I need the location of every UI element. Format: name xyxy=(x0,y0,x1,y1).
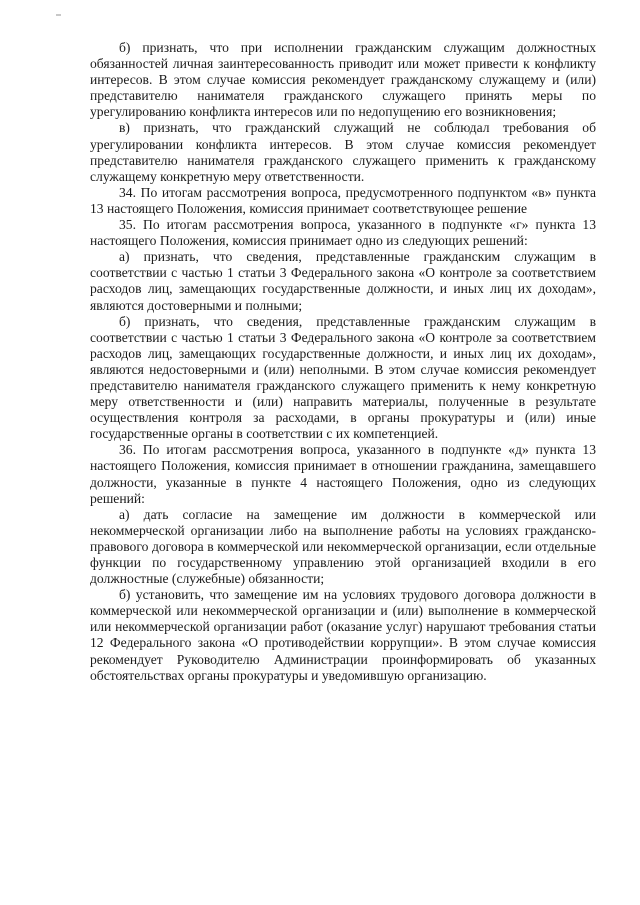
paragraph-35b: б) признать, что сведения, представленные гражданским служащим в соответствии с частью 1 статьи 3 Федерального закона «О контроле за соответствием расходов лиц, замещающих государственные должности, и иных лиц их доходам», являются недостоверными и (или) неполными. В этом случае комиссия рекомендует представителю нанимателя гражданского служащего применить к нему конкретную меру ответственности и (или) направить материалы, полученные в результате осуществления контроля за расходами, в органы прокуратуры и (или) иные государственные органы в соответствии с их компетенцией. xyxy=(90,313,596,442)
scan-mark xyxy=(56,14,61,16)
paragraph-35: 35. По итогам рассмотрения вопроса, указанного в подпункте «г» пункта 13 настоящего Положения, комиссия принимает одно из следующих решений: xyxy=(90,217,596,249)
paragraph-33c: в) признать, что гражданский служащий не соблюдал требования об урегулировании конфликта интересов. В этом случае комиссия рекомендует представителю нанимателя гражданского служащего применить к гражданскому служащему конкретную меру ответственности. xyxy=(90,120,596,184)
paragraph-33b: б) признать, что при исполнении гражданским служащим должностных обязанностей личная заинтересованность приводит или может привести к конфликту интересов. В этом случае комиссия рекомендует гражданскому служащему и (или) представителю нанимателя гражданского служащего принять меры по урегулированию конфликта интересов или по недопущению его возникновения; xyxy=(90,40,596,120)
paragraph-36a: а) дать согласие на замещение им должности в коммерческой или некоммерческой организации либо на выполнение работы на условиях гражданско-правового договора в коммерческой или некоммерческой организации, если отдельные функции по государственному управлению этой организацией входили в его должностные (служебные) обязанности; xyxy=(90,506,596,587)
paragraph-36: 36. По итогам рассмотрения вопроса, указанного в подпункте «д» пункта 13 настоящего Положения, комиссия принимает в отношении гражданина, замещавшего должности, указанные в пункте 4 настоящего Положения, одно из следующих решений: xyxy=(90,442,596,506)
paragraph-35a: а) признать, что сведения, представленные гражданским служащим в соответствии с частью 1 статьи 3 Федерального закона «О контроле за соответствием расходов лиц, замещающих государственные должности, и иных лиц их доходам», являются достоверными и полными; xyxy=(90,249,596,313)
paragraph-34: 34. По итогам рассмотрения вопроса, предусмотренного подпунктом «в» пункта 13 настоящего Положения, комиссия принимает соответствующее решение xyxy=(90,184,596,216)
paragraph-36b: б) установить, что замещение им на условиях трудового договора должности в коммерческой или некоммерческой организации и (или) выполнение в коммерческой или некоммерческой организации работ (оказание услуг) нарушают требования статьи 12 Федерального закона «О противодействии коррупции». В этом случае комиссия рекомендует Руководителю Администрации проинформировать об указанных обстоятельствах органы прокуратуры и уведомившую организацию. xyxy=(90,587,596,683)
document-body xyxy=(90,40,596,684)
